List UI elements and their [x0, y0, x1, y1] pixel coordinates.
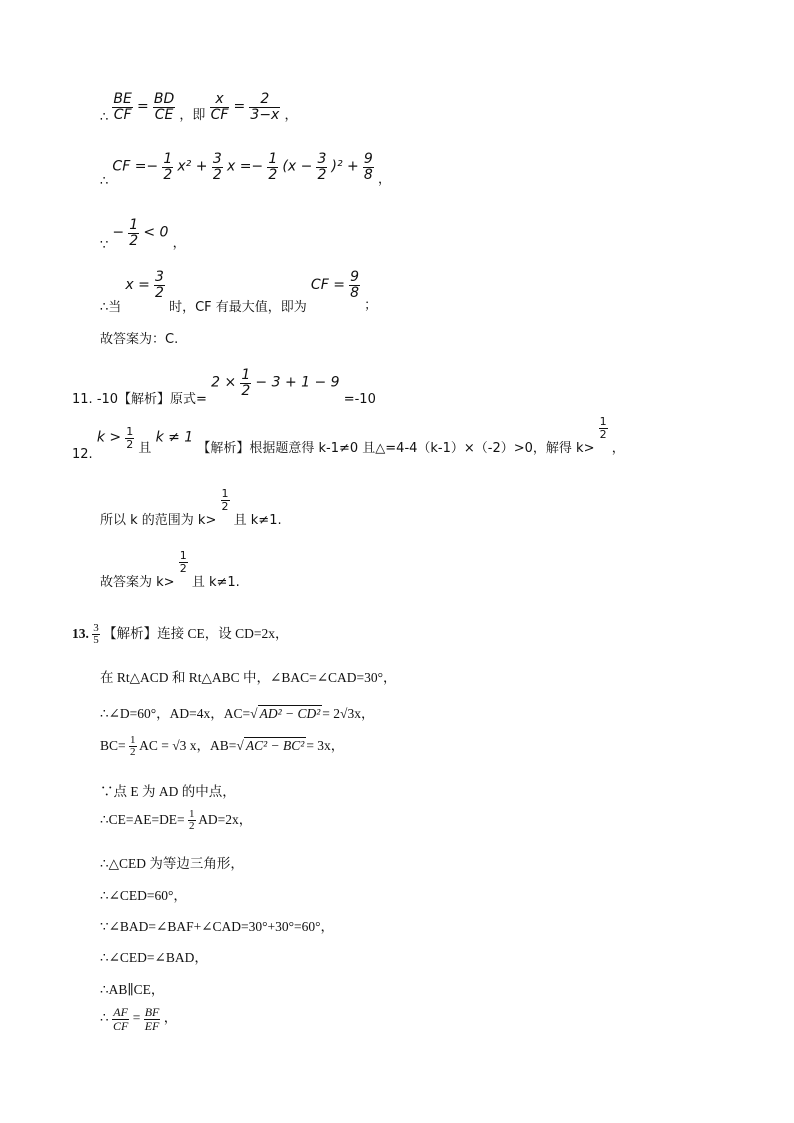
fraction: $\frac{2}{3-x}$ — [250, 91, 280, 123]
fraction: $\frac{BD}{CE}$ — [153, 91, 175, 123]
q13-line-8: ∵∠BAD=∠BAF+∠CAD=30°+30°=60°， — [100, 919, 335, 934]
q13-line-4: ∵点 E 为 AD 的中点， — [100, 784, 236, 799]
step-max-value: ∴当 x = $\frac{3}{2}$ 时，CF 有最大值，即为 CF = $\frac{9}{8}$ ； — [100, 269, 378, 315]
fraction: $\frac{x}{CF}$ — [210, 91, 229, 123]
q12-range-line: 所以 k 的范围为 k> $\frac{1}{2}$ 且 k≠1. — [100, 487, 282, 528]
answer-line: 故答案为：C. — [100, 332, 179, 347]
q12-answer-line: 故答案为 k> $\frac{1}{2}$ 且 k≠1. — [100, 549, 240, 590]
q13-line-11: ∴ $\frac{AF}{CF}$ = $\frac{BF}{EF}$ ， — [100, 1005, 178, 1033]
q13-line-5: ∴CE=AE=DE= $\frac{1}{2}$ AD=2x， — [100, 807, 253, 833]
q13-line-10: ∴AB∥CE， — [100, 982, 165, 997]
q13-line-9: ∴∠CED=∠BAD， — [100, 950, 208, 965]
step-coefficient-negative: ∵ − $\frac{1}{2}$ < 0 ， — [100, 217, 186, 253]
q13-line-1: 在 Rt△ACD 和 Rt△ABC 中，∠BAC=∠CAD=30°， — [100, 670, 397, 685]
question-13: 13. $\frac{3}{5}$ 【解析】连接 CE，设 CD=2x， — [72, 621, 289, 647]
q13-line-6: ∴△CED 为等边三角形， — [100, 856, 244, 871]
step-cf-expression: ∴ CF =− $\frac{1}{2}$ x² + $\frac{3}{2}$ x =− $\frac{1}{2}$ (x − $\frac{3}{2}$ )² + $\frac{9}{8}$ ， — [100, 151, 391, 189]
q13-line-7: ∴∠CED=60°， — [100, 888, 187, 903]
question-12: 12. k > $\frac{1}{2}$ 且 k ≠ 1 【解析】根据题意得 k-1≠0 且△=4-4（k-1）×（-2）>0，解得 k> $\frac{1}{2}$ ， — [72, 415, 625, 462]
q13-line-2: ∴∠D=60°，AD=4x，AC=√ AD² − CD² = 2√3x， — [100, 706, 375, 721]
step-ratio-line: ∴ $\frac{BE}{CF}$ = $\frac{BD}{CE}$ ，即 $\frac{x}{CF}$ = $\frac{2}{3-x}$ ， — [100, 91, 298, 125]
question-11: 11. -10【解析】原式= 2 × $\frac{1}{2}$ − 3 + 1 − 9 =-10 — [72, 367, 376, 407]
q13-line-3: BC= $\frac{1}{2}$ AC = √3 x，AB=√ AC² − BC² = 3x， — [100, 733, 345, 759]
fraction: $\frac{BE}{CF}$ — [113, 91, 132, 123]
